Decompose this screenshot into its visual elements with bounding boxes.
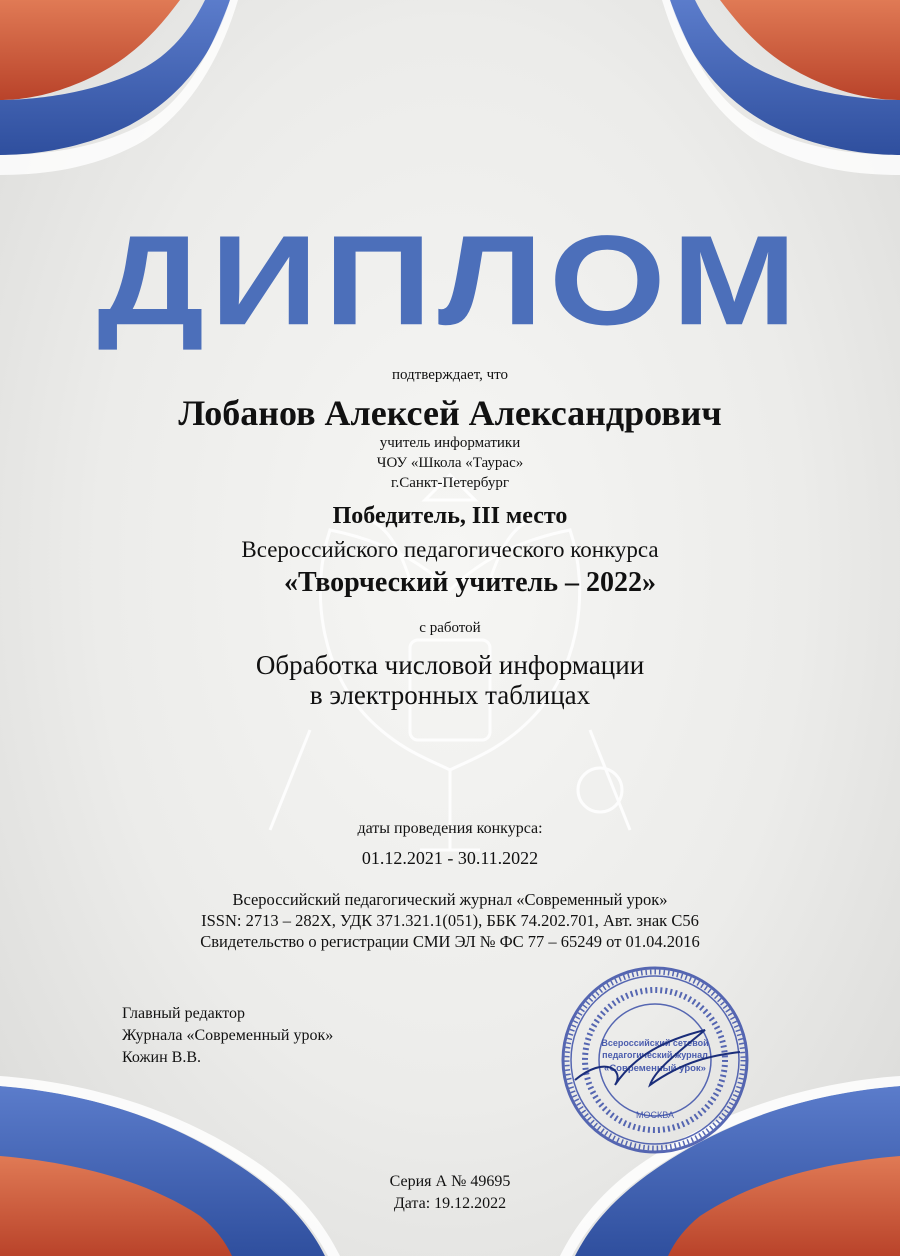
stamp-line3: «Современный урок» xyxy=(604,1063,706,1074)
bottom-ribbon-decoration xyxy=(0,1036,900,1256)
stamp-city: МОСКВА xyxy=(636,1110,674,1120)
work-title-line1: Обработка числовой информации xyxy=(255,650,645,680)
recipient-city: г.Санкт-Петербург xyxy=(391,475,509,491)
recipient-organization: ЧОУ «Школа «Таурас» xyxy=(376,455,524,471)
award-place: Победитель, III место xyxy=(332,503,568,529)
issue-date: Дата: 19.12.2022 xyxy=(393,1195,507,1212)
recipient-position: учитель информатики xyxy=(379,435,521,451)
signatory-title: Главный редактор xyxy=(122,1005,246,1022)
dates-value: 01.12.2021 - 30.11.2022 xyxy=(361,848,539,868)
recipient-name: Лобанов Алексей Александрович xyxy=(178,393,722,433)
top-ribbon-decoration xyxy=(0,0,900,200)
signatory-name: Кожин В.В. xyxy=(122,1049,201,1066)
stamp-line2: педагогический журнал xyxy=(602,1050,708,1060)
signatory-journal: Журнала «Современный урок» xyxy=(122,1027,334,1044)
stamp-line1: Всероссийский сетевой xyxy=(601,1038,709,1048)
journal-codes: ISSN: 2713 – 282X, УДК 371.321.1(051), ББК 74.202.701, Авт. знак С56 xyxy=(201,911,699,930)
work-label: с работой xyxy=(419,620,481,636)
journal-name: Всероссийский педагогический журнал «Современный урок» xyxy=(232,890,668,909)
confirms-text: подтверждает, что xyxy=(391,367,509,383)
diploma-title: ДИПЛОМ xyxy=(97,208,803,352)
signatory-block xyxy=(122,1003,333,1069)
journal-registration: Свидетельство о регистрации СМИ ЭЛ № ФС 77 – 65249 от 01.04.2016 xyxy=(200,932,700,951)
series-number: Серия А № 49695 xyxy=(389,1173,511,1190)
work-title-line2: в электронных таблицах xyxy=(309,680,591,710)
official-stamp xyxy=(555,960,755,1160)
contest-name: «Творческий учитель – 2022» xyxy=(283,567,657,598)
dates-label: даты проведения конкурса: xyxy=(357,820,543,837)
contest-type: Всероссийского педагогического конкурса xyxy=(241,537,659,562)
